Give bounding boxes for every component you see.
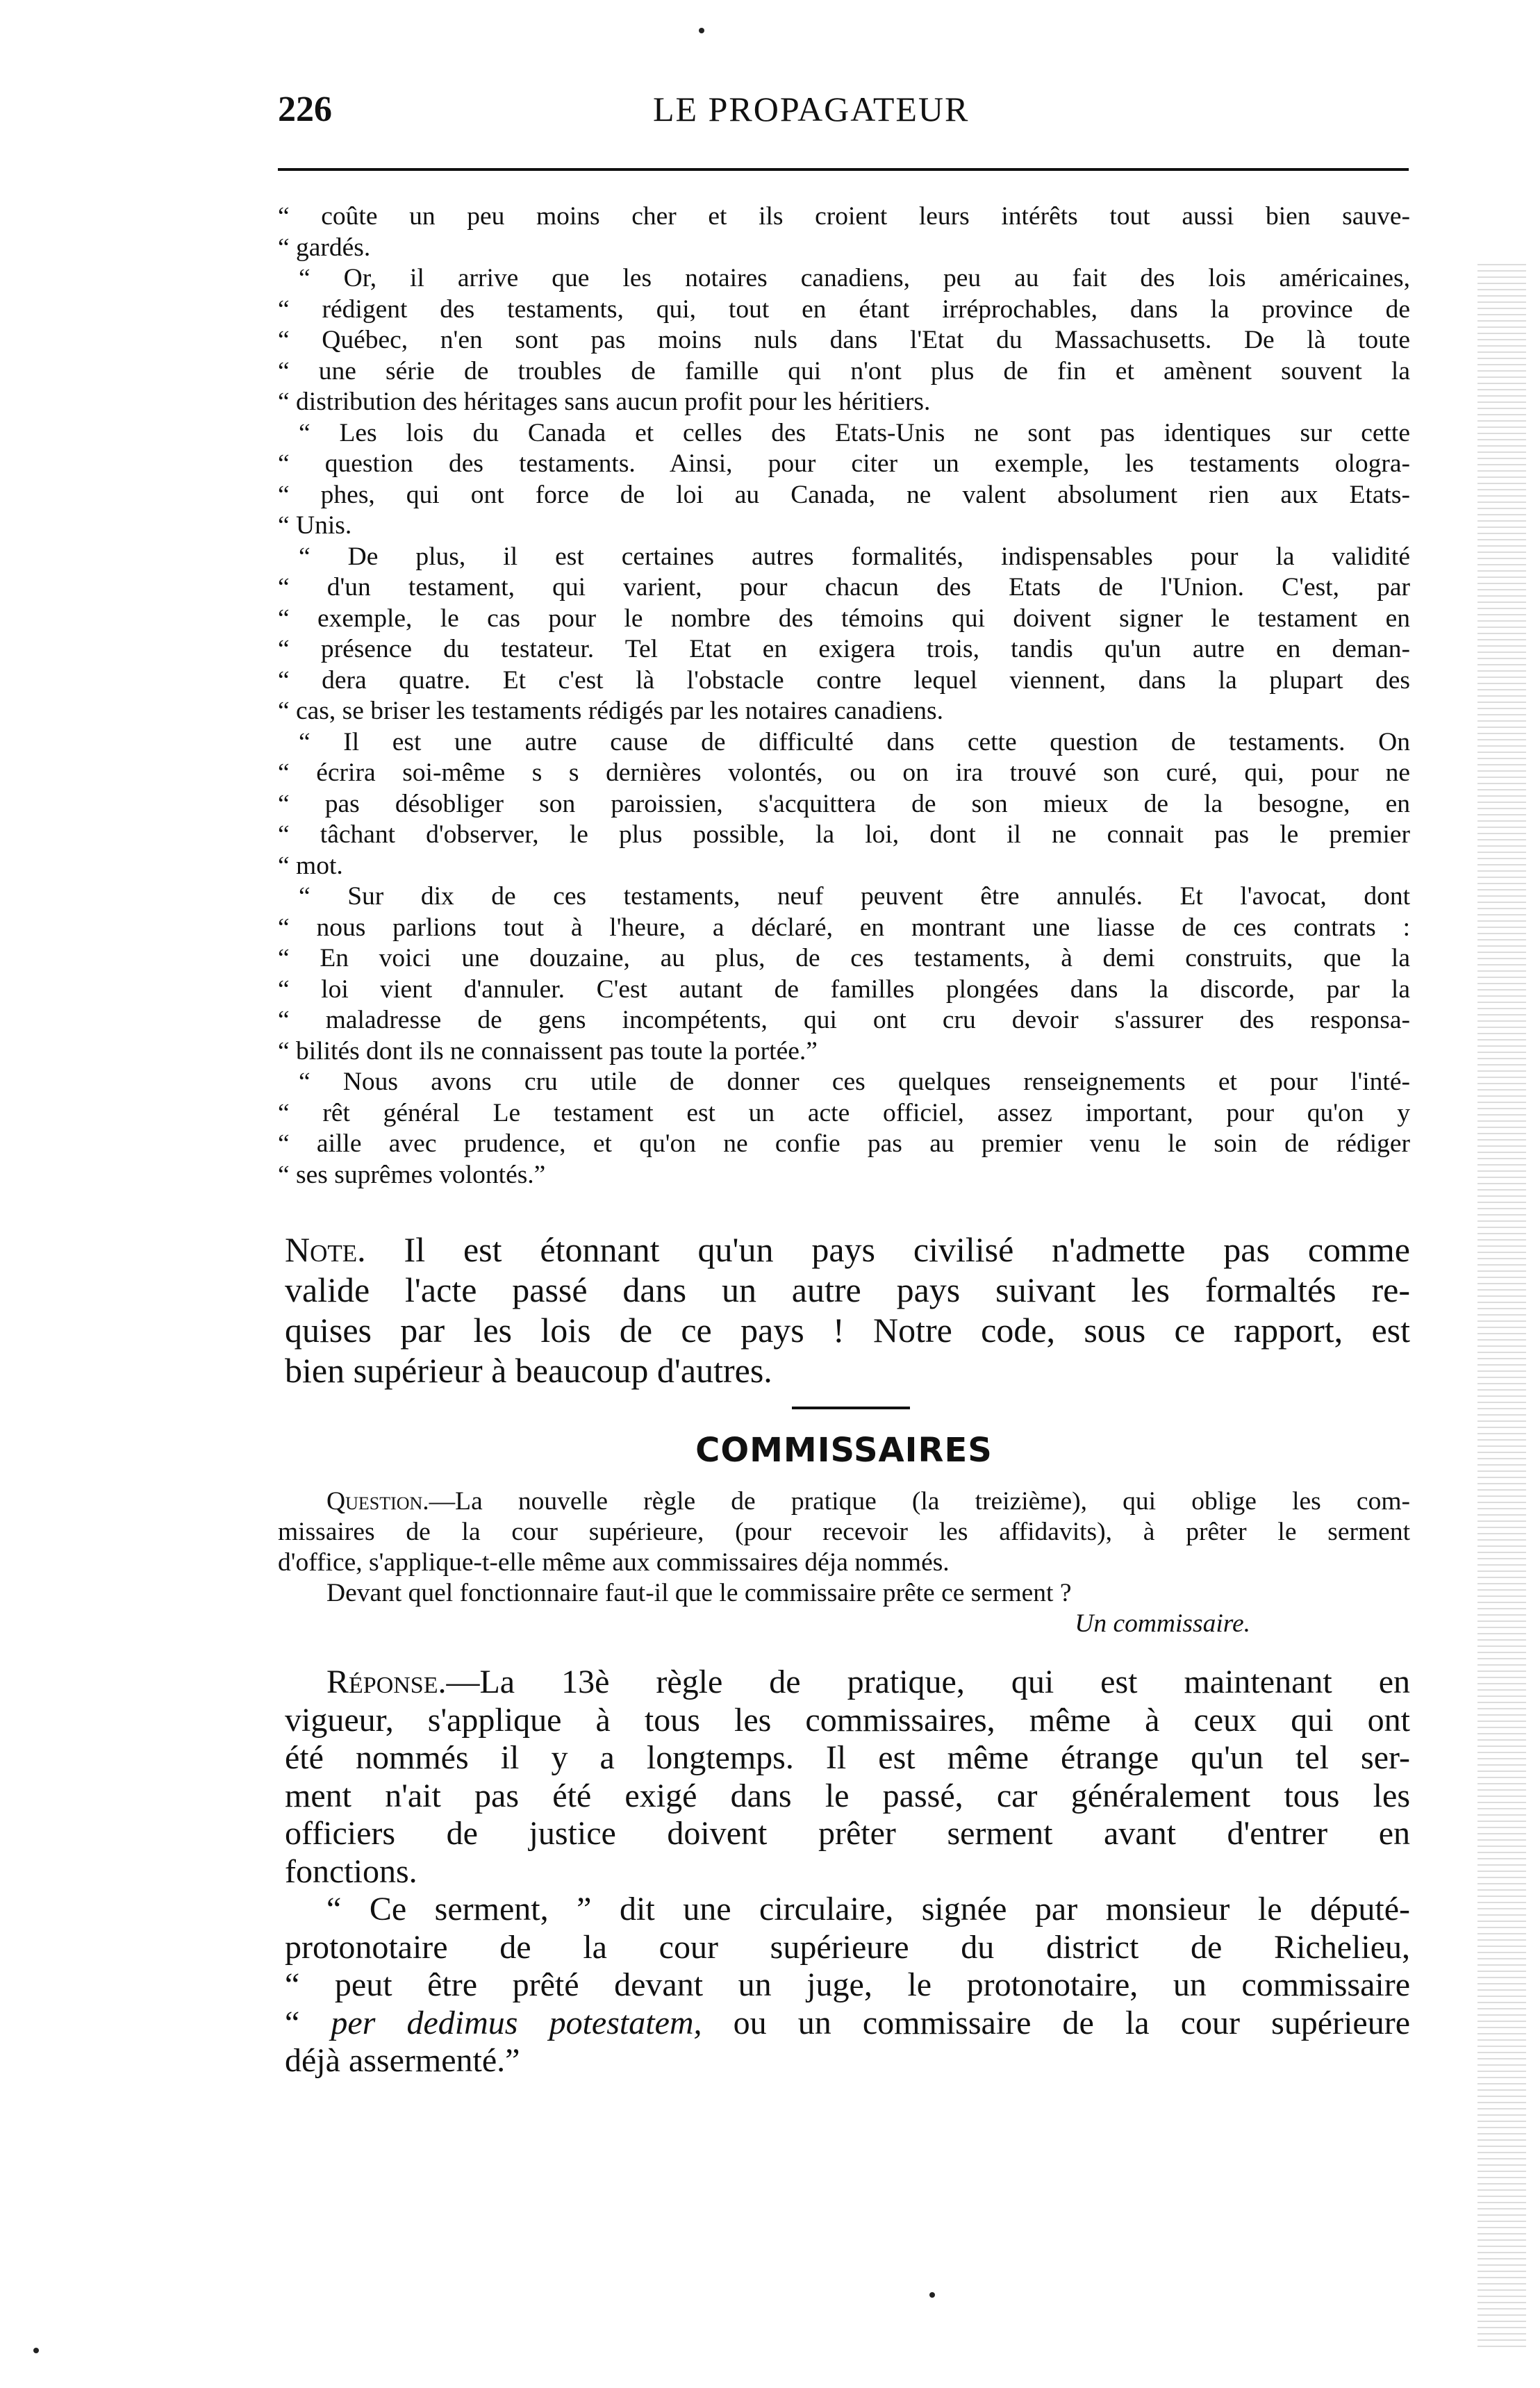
quote-line: “ En voici une douzaine, au plus, de ces testaments, à demi construits, que la bbox=[278, 944, 1410, 972]
quoted-article bbox=[278, 201, 1410, 1191]
quote-line: “ phes, qui ont force de loi au Canada, ne valent absolument rien aux Etats- bbox=[278, 480, 1410, 509]
answer-line: Réponse.—La 13è règle de pratique, qui est maintenant en bbox=[326, 1664, 1410, 1700]
quote-line: “ pas désobliger son paroissien, s'acquittera de son mieux de la besogne, en bbox=[278, 789, 1410, 818]
quote-line: “ Il est une autre cause de difficulté dans cette question de testaments. On bbox=[299, 727, 1410, 756]
quote-line: “ cas, se briser les testaments rédigés par les notaires canadiens. bbox=[278, 697, 943, 725]
answer-line: officiers de justice doivent prêter serment avant d'entrer en bbox=[285, 1815, 1410, 1852]
answer-line: été nommés il y a longtemps. Il est même étrange qu'un tel ser- bbox=[285, 1739, 1410, 1776]
header-rule bbox=[278, 168, 1409, 171]
quote-line: “ distribution des héritages sans aucun profit pour les héritiers. bbox=[278, 388, 931, 416]
scan-speck bbox=[929, 2292, 935, 2298]
quote-line: “ loi vient d'annuler. C'est autant de familles plongées dans la discorde, par la bbox=[278, 975, 1410, 1004]
note-line: Note. Il est étonnant qu'un pays civilisé n'admette pas comme bbox=[285, 1230, 1410, 1269]
answer-line: “ Ce serment, ” dit une circulaire, signée par monsieur le député- bbox=[326, 1891, 1410, 1927]
quote-line: “ une série de troubles de famille qui n'ont plus de fin et amènent souvent la bbox=[278, 356, 1410, 385]
note-line: bien supérieur à beaucoup d'autres. bbox=[285, 1351, 772, 1390]
quote-line: “ ses suprêmes volontés.” bbox=[278, 1160, 546, 1189]
quote-line: “ mot. bbox=[278, 851, 343, 880]
quote-line: “ De plus, il est certaines autres formalités, indispensables pour la validité bbox=[299, 542, 1410, 571]
quote-line: “ nous parlions tout à l'heure, a déclaré, en montrant une liasse de ces contrats : bbox=[278, 913, 1410, 942]
section-divider bbox=[792, 1407, 910, 1409]
quote-line: “ dera quatre. Et c'est là l'obstacle contre lequel viennent, dans la plupart des bbox=[278, 665, 1410, 695]
scan-speck bbox=[33, 2348, 39, 2353]
note-label: Note. bbox=[285, 1230, 366, 1269]
question-line: Question.—La nouvelle règle de pratique (la treizième), qui oblige les com- bbox=[326, 1487, 1410, 1516]
quote-line: “ question des testaments. Ainsi, pour citer un exemple, les testaments ologra- bbox=[278, 449, 1410, 478]
quote-line: “ Sur dix de ces testaments, neuf peuvent être annulés. Et l'avocat, dont bbox=[299, 882, 1410, 911]
answer bbox=[285, 1664, 1410, 2080]
answer-line: ment n'ait pas été exigé dans le passé, car généralement tous les bbox=[285, 1777, 1410, 1814]
answer-line: fonctions. bbox=[285, 1852, 417, 1890]
answer-line: protonotaire de la cour supérieure du district de Richelieu, bbox=[285, 1928, 1410, 1966]
quote-line: “ tâchant d'observer, le plus possible, la loi, dont il ne connait pas le premier bbox=[278, 820, 1410, 849]
quote-line: “ écrira soi-même s s dernières volontés, ou on ira trouvé son curé, qui, pour ne bbox=[278, 758, 1410, 787]
quote-line: “ Unis. bbox=[278, 511, 352, 540]
quote-line: “ aille avec prudence, et qu'on ne confie pas au premier venu le soin de rédiger bbox=[278, 1129, 1410, 1158]
section-title: COMMISSAIRES bbox=[695, 1431, 993, 1470]
page-header bbox=[278, 89, 1417, 144]
editor-note bbox=[285, 1229, 1410, 1391]
running-title: LE PROPAGATEUR bbox=[653, 90, 970, 128]
quote-line: “ rêt général Le testament est un acte officiel, assez important, pour qu'on y bbox=[278, 1098, 1410, 1127]
answer-label: Réponse. bbox=[326, 1664, 447, 1700]
quote-line: “ gardés. bbox=[278, 233, 371, 262]
answer-line: vigueur, s'applique à tous les commissaires, même à ceux qui ont bbox=[285, 1701, 1410, 1739]
quote-line: “ Québec, n'en sont pas moins nuls dans l'Etat du Massachusetts. De là toute bbox=[278, 326, 1410, 354]
quote-line: “ maladresse de gens incompétents, qui ont cru devoir s'assurer des responsa- bbox=[278, 1006, 1410, 1034]
answer-line: “ peut être prêté devant un juge, le protonotaire, un commissaire bbox=[285, 1966, 1410, 2003]
quote-line: “ bilités dont ils ne connaissent pas toute la portée.” bbox=[278, 1036, 818, 1066]
question-line: Devant quel fonctionnaire faut-il que le commissaire prête ce serment ? bbox=[326, 1579, 1072, 1607]
quote-line: “ présence du testateur. Tel Etat en exigera trois, tandis qu'un autre en deman- bbox=[278, 635, 1410, 663]
quote-line: “ rédigent des testaments, qui, tout en étant irréprochables, dans la province de bbox=[278, 295, 1410, 324]
question-signature: Un commissaire. bbox=[1075, 1609, 1250, 1638]
quote-line: “ exemple, le cas pour le nombre des témoins qui doivent signer le testament en bbox=[278, 604, 1410, 633]
answer-line: déjà assermenté.” bbox=[285, 2042, 520, 2079]
quote-line: “ Nous avons cru utile de donner ces quelques renseignements et pour l'inté- bbox=[299, 1068, 1410, 1096]
latin-phrase: per dedimus potestatem, bbox=[331, 2004, 702, 2041]
question-label: Question. bbox=[326, 1487, 429, 1516]
answer-line: “ per dedimus potestatem, ou un commissaire de la cour supérieure bbox=[285, 2004, 1410, 2041]
scan-gutter-noise bbox=[1477, 264, 1526, 2348]
quote-line: “ Les lois du Canada et celles des Etats-Unis ne sont pas identiques sur cette bbox=[299, 418, 1410, 447]
note-line: quises par les lois de ce pays ! Notre code, sous ce rapport, est bbox=[285, 1311, 1410, 1350]
scan-speck bbox=[699, 28, 704, 33]
question-line: missaires de la cour supérieure, (pour recevoir les affidavits), à prêter le serment bbox=[278, 1518, 1410, 1546]
quote-line: “ coûte un peu moins cher et ils croient leurs intérêts tout aussi bien sauve- bbox=[278, 202, 1410, 231]
page-number: 226 bbox=[278, 90, 332, 129]
note-line: valide l'acte passé dans un autre pays suivant les formaltés re- bbox=[285, 1270, 1410, 1309]
quote-line: “ d'un testament, qui varient, pour chacun des Etats de l'Union. C'est, par bbox=[278, 573, 1410, 602]
question-line: d'office, s'applique-t-elle même aux commissaires déja nommés. bbox=[278, 1548, 950, 1577]
question bbox=[278, 1486, 1410, 1639]
quote-line: “ Or, il arrive que les notaires canadiens, peu au fait des lois américaines, bbox=[299, 264, 1410, 292]
